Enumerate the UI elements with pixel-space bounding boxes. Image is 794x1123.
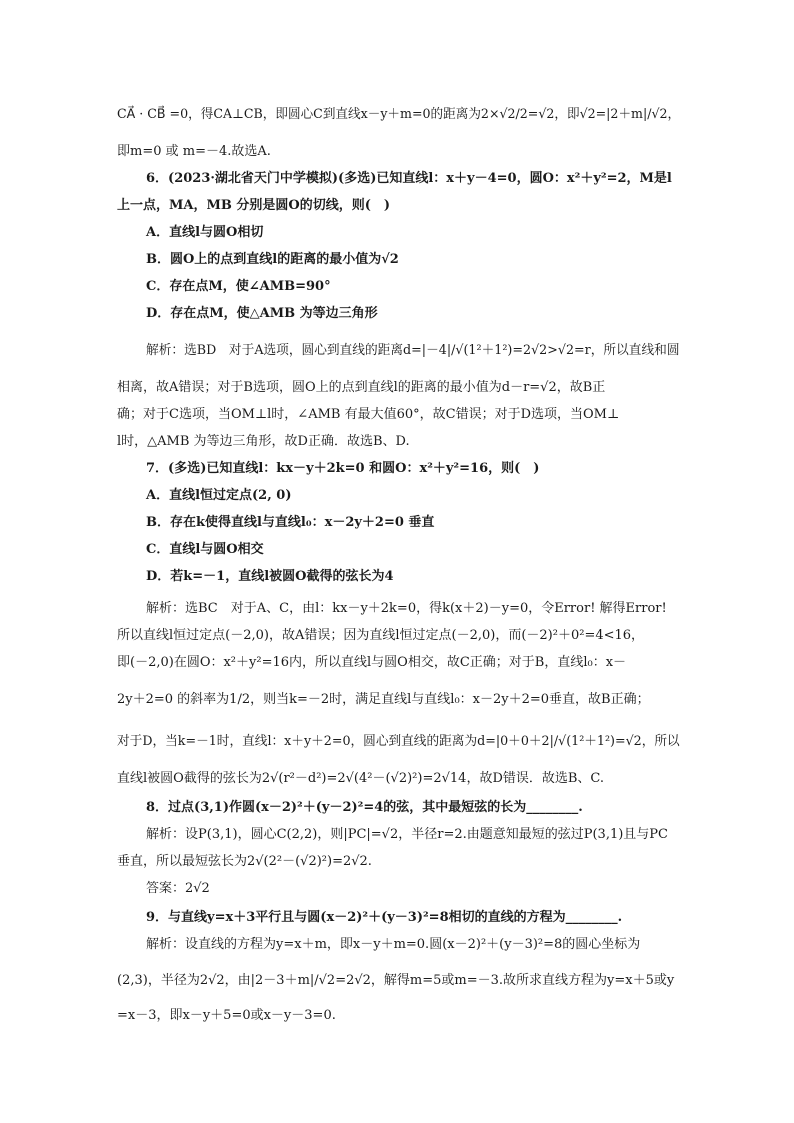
question-7-stem: 7．(多选)已知直线l：kx－y＋2k=0 和圆O：x²＋y²=16，则( ) (146, 461, 540, 476)
solution-line: 即(－2,0)在圆O：x²＋y²=16内，所以直线l与圆O相交，故C正确；对于B，直线l₀：x－ (117, 655, 627, 670)
solution-line: (2,3)，半径为2√2，由|2－3＋m|/√2=2√2，解得m=5或m=－3.故所求直线方程为y=x＋5或y (117, 973, 675, 988)
solution-line: 解析：设P(3,1)，圆心C(2,2)，则|PC|=√2，半径r=2.由题意知最短的弦过P(3,1)且与PC (146, 827, 668, 842)
option-c: C．直线l与圆O相交 (146, 542, 264, 557)
solution-line: l时，△AMB 为等边三角形，故D正确．故选B、D. (117, 434, 410, 449)
solution-line: 解析：选BC 对于A、C，由l：kx－y＋2k=0，得k(x＋2)－y=0，令Error! 解得Error! (146, 601, 667, 616)
solution-line: 直线l被圆O截得的弦长为2√(r²－d²)=2√(4²－(√2)²)=2√14，故D错误．故选B、C. (117, 771, 605, 786)
solution-line: 垂直，所以最短弦长为2√(2²－(√2)²)=2√2. (117, 854, 372, 869)
option-a: A．直线l与圆O相切 (146, 225, 264, 240)
option-d: D．存在点M，使△AMB 为等边三角形 (146, 306, 378, 321)
solution-line: =x－3，即x－y＋5=0或x－y－3=0. (117, 1008, 336, 1023)
solution-line: 确；对于C选项，当OM⊥l时，∠AMB 有最大值60°，故C错误；对于D选项，当OM⊥ (117, 407, 620, 422)
solution-line: 2y＋2=0 的斜率为1/2，则当k=－2时，满足直线l与直线l₀：x－2y＋2=0垂直，故B正确； (117, 692, 650, 707)
solution-line: 所以直线l恒过定点(－2,0)，故A错误；因为直线l恒过定点(－2,0)，而(－2)²＋0²=4<16， (117, 628, 645, 643)
option-b: B．圆O上的点到直线l的距离的最小值为√2 (146, 252, 399, 267)
option-a: A．直线l恒过定点(2, 0) (146, 488, 292, 503)
text-line: CA⃗ · CB⃗ =0，得CA⊥CB，即圆心C到直线x－y＋m=0的距离为2×√2/2=√2，即√2=|2＋m|/√2， (117, 107, 681, 122)
option-c: C．存在点M，使∠AMB=90° (146, 279, 331, 294)
solution-line: 对于D，当k=－1时，直线l：x＋y＋2=0，圆心到直线的距离为d=|0＋0＋2|/√(1²＋1²)=√2，所以 (117, 734, 680, 749)
option-b: B．存在k使得直线l与直线l₀：x－2y＋2=0 垂直 (146, 515, 435, 530)
solution-line: 解析：选BD 对于A选项，圆心到直线的距离d=|－4|/√(1²＋1²)=2√2>√2=r，所以直线和圆 (146, 343, 680, 358)
solution-line: 相离，故A错误；对于B选项，圆O上的点到直线l的距离的最小值为d－r=√2，故B正 (117, 380, 606, 395)
text-line: 即m=0 或 m=－4.故选A. (117, 144, 271, 159)
question-8-stem: 8．过点(3,1)作圆(x－2)²＋(y－2)²=4的弦，其中最短弦的长为________. (146, 800, 583, 815)
option-d: D．若k=－1，直线l被圆O截得的弦长为4 (146, 569, 394, 584)
question-6-stem: 6．(2023·湖北省天门中学模拟)(多选)已知直线l：x＋y－4=0，圆O：x²＋y²=2，M是l (146, 171, 672, 186)
question-6-stem: 上一点，MA，MB 分别是圆O的切线，则( ) (117, 198, 391, 213)
answer-line: 答案：2√2 (146, 881, 210, 896)
solution-line: 解析：设直线的方程为y=x＋m，即x－y＋m=0.圆(x－2)²＋(y－3)²=8的圆心坐标为 (146, 937, 641, 952)
question-9-stem: 9．与直线y=x＋3平行且与圆(x－2)²＋(y－3)²=8相切的直线的方程为________. (146, 910, 623, 925)
